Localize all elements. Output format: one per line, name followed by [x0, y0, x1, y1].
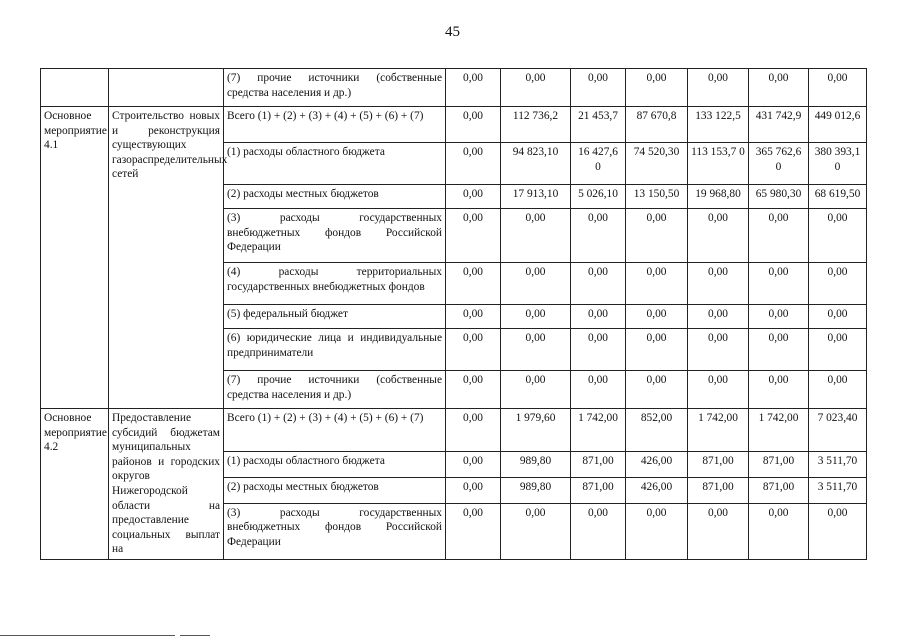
source-cell: (3) расходы государственных внебюджетных фондов Российской Федерации	[224, 209, 446, 263]
value-cell: 21 453,7	[571, 107, 626, 143]
value-cell: 871,00	[688, 452, 749, 478]
value-cell: 0,00	[501, 263, 571, 305]
value-cell: 0,00	[446, 143, 501, 185]
source-cell: (4) расходы территориальных государственных внебюджетных фондов	[224, 263, 446, 305]
table-row	[41, 69, 867, 107]
value-cell: 0,00	[626, 371, 688, 409]
value-cell: 0,00	[446, 185, 501, 209]
value-cell: 0,00	[688, 503, 749, 559]
value-cell: 0,00	[446, 452, 501, 478]
value-cell: 0,00	[571, 371, 626, 409]
value-cell: 87 670,8	[626, 107, 688, 143]
source-cell: (2) расходы местных бюджетов	[224, 478, 446, 504]
value-cell: 0,00	[626, 209, 688, 263]
activity-cell: Основное мероприятие 4.1	[41, 107, 109, 409]
value-cell: 989,80	[501, 478, 571, 504]
value-cell: 0,00	[571, 329, 626, 371]
value-cell: 0,00	[688, 371, 749, 409]
table-row	[41, 107, 867, 143]
value-cell: 0,00	[809, 69, 867, 107]
description-cell: Предоставление субсидий бюджетам муниципальных районов и городских округов Нижегородской области на предоставление социальных выплат на	[109, 409, 224, 560]
value-cell: 74 520,30	[626, 143, 688, 185]
value-cell: 0,00	[501, 329, 571, 371]
value-cell: 0,00	[749, 263, 809, 305]
value-cell: 0,00	[749, 305, 809, 329]
value-cell: 19 968,80	[688, 185, 749, 209]
activity-cell	[41, 69, 109, 107]
value-cell: 1 742,00	[571, 409, 626, 452]
value-cell: 0,00	[749, 209, 809, 263]
value-cell: 0,00	[446, 478, 501, 504]
activity-cell: Основное мероприятие 4.2	[41, 409, 109, 560]
value-cell: 0,00	[571, 69, 626, 107]
value-cell: 7 023,40	[809, 409, 867, 452]
source-cell: Всего (1) + (2) + (3) + (4) + (5) + (6) + (7)	[224, 107, 446, 143]
value-cell: 68 619,50	[809, 185, 867, 209]
value-cell: 0,00	[571, 305, 626, 329]
value-cell: 0,00	[626, 329, 688, 371]
value-cell: 0,00	[688, 209, 749, 263]
value-cell: 0,00	[749, 69, 809, 107]
value-cell: 0,00	[688, 329, 749, 371]
value-cell: 0,00	[809, 305, 867, 329]
value-cell: 0,00	[809, 209, 867, 263]
description-cell: Строительство новых и реконструкция существующих газораспределительных сетей	[109, 107, 224, 409]
value-cell: 3 511,70	[809, 478, 867, 504]
page-number: 45	[445, 24, 460, 40]
value-cell: 0,00	[688, 69, 749, 107]
value-cell: 426,00	[626, 478, 688, 504]
value-cell: 871,00	[688, 478, 749, 504]
source-cell: (7) прочие источники (собственные средства населения и др.)	[224, 371, 446, 409]
value-cell: 0,00	[446, 305, 501, 329]
value-cell: 0,00	[809, 503, 867, 559]
value-cell: 871,00	[749, 478, 809, 504]
scan-artifact-line	[180, 635, 210, 636]
source-cell: (6) юридические лица и индивидуальные предприниматели	[224, 329, 446, 371]
value-cell: 0,00	[446, 371, 501, 409]
value-cell: 871,00	[571, 452, 626, 478]
value-cell: 0,00	[626, 69, 688, 107]
value-cell: 113 153,7 0	[688, 143, 749, 185]
value-cell: 0,00	[446, 69, 501, 107]
value-cell: 0,00	[809, 371, 867, 409]
value-cell: 0,00	[749, 503, 809, 559]
source-cell: (1) расходы областного бюджета	[224, 452, 446, 478]
budget-table	[40, 68, 867, 560]
description-cell	[109, 69, 224, 107]
value-cell: 989,80	[501, 452, 571, 478]
value-cell: 0,00	[501, 305, 571, 329]
value-cell: 0,00	[446, 409, 501, 452]
value-cell: 3 511,70	[809, 452, 867, 478]
source-cell: (5) федеральный бюджет	[224, 305, 446, 329]
value-cell: 1 742,00	[749, 409, 809, 452]
value-cell: 0,00	[749, 329, 809, 371]
value-cell: 0,00	[501, 209, 571, 263]
value-cell: 0,00	[809, 329, 867, 371]
value-cell: 0,00	[688, 305, 749, 329]
value-cell: 380 393,1 0	[809, 143, 867, 185]
value-cell: 13 150,50	[626, 185, 688, 209]
source-cell: (7) прочие источники (собственные средства населения и др.)	[224, 69, 446, 107]
table-row	[41, 409, 867, 452]
value-cell: 16 427,6 0	[571, 143, 626, 185]
source-cell: (1) расходы областного бюджета	[224, 143, 446, 185]
value-cell: 0,00	[446, 329, 501, 371]
value-cell: 1 979,60	[501, 409, 571, 452]
value-cell: 0,00	[626, 305, 688, 329]
value-cell: 17 913,10	[501, 185, 571, 209]
value-cell: 5 026,10	[571, 185, 626, 209]
value-cell: 65 980,30	[749, 185, 809, 209]
value-cell: 94 823,10	[501, 143, 571, 185]
value-cell: 426,00	[626, 452, 688, 478]
value-cell: 0,00	[501, 371, 571, 409]
value-cell: 0,00	[571, 503, 626, 559]
value-cell: 0,00	[446, 209, 501, 263]
scan-artifact-line	[0, 635, 175, 636]
source-cell: (2) расходы местных бюджетов	[224, 185, 446, 209]
value-cell: 0,00	[446, 107, 501, 143]
value-cell: 0,00	[501, 503, 571, 559]
value-cell: 133 122,5	[688, 107, 749, 143]
value-cell: 0,00	[626, 503, 688, 559]
value-cell: 0,00	[571, 263, 626, 305]
value-cell: 871,00	[749, 452, 809, 478]
value-cell: 0,00	[501, 69, 571, 107]
source-cell: (3) расходы государственных внебюджетных фондов Российской Федерации	[224, 503, 446, 559]
value-cell: 365 762,6 0	[749, 143, 809, 185]
value-cell: 0,00	[809, 263, 867, 305]
value-cell: 0,00	[626, 263, 688, 305]
value-cell: 112 736,2	[501, 107, 571, 143]
value-cell: 1 742,00	[688, 409, 749, 452]
value-cell: 431 742,9	[749, 107, 809, 143]
value-cell: 0,00	[446, 263, 501, 305]
value-cell: 0,00	[446, 503, 501, 559]
value-cell: 852,00	[626, 409, 688, 452]
value-cell: 871,00	[571, 478, 626, 504]
value-cell: 449 012,6	[809, 107, 867, 143]
value-cell: 0,00	[688, 263, 749, 305]
value-cell: 0,00	[749, 371, 809, 409]
source-cell: Всего (1) + (2) + (3) + (4) + (5) + (6) + (7)	[224, 409, 446, 452]
value-cell: 0,00	[571, 209, 626, 263]
